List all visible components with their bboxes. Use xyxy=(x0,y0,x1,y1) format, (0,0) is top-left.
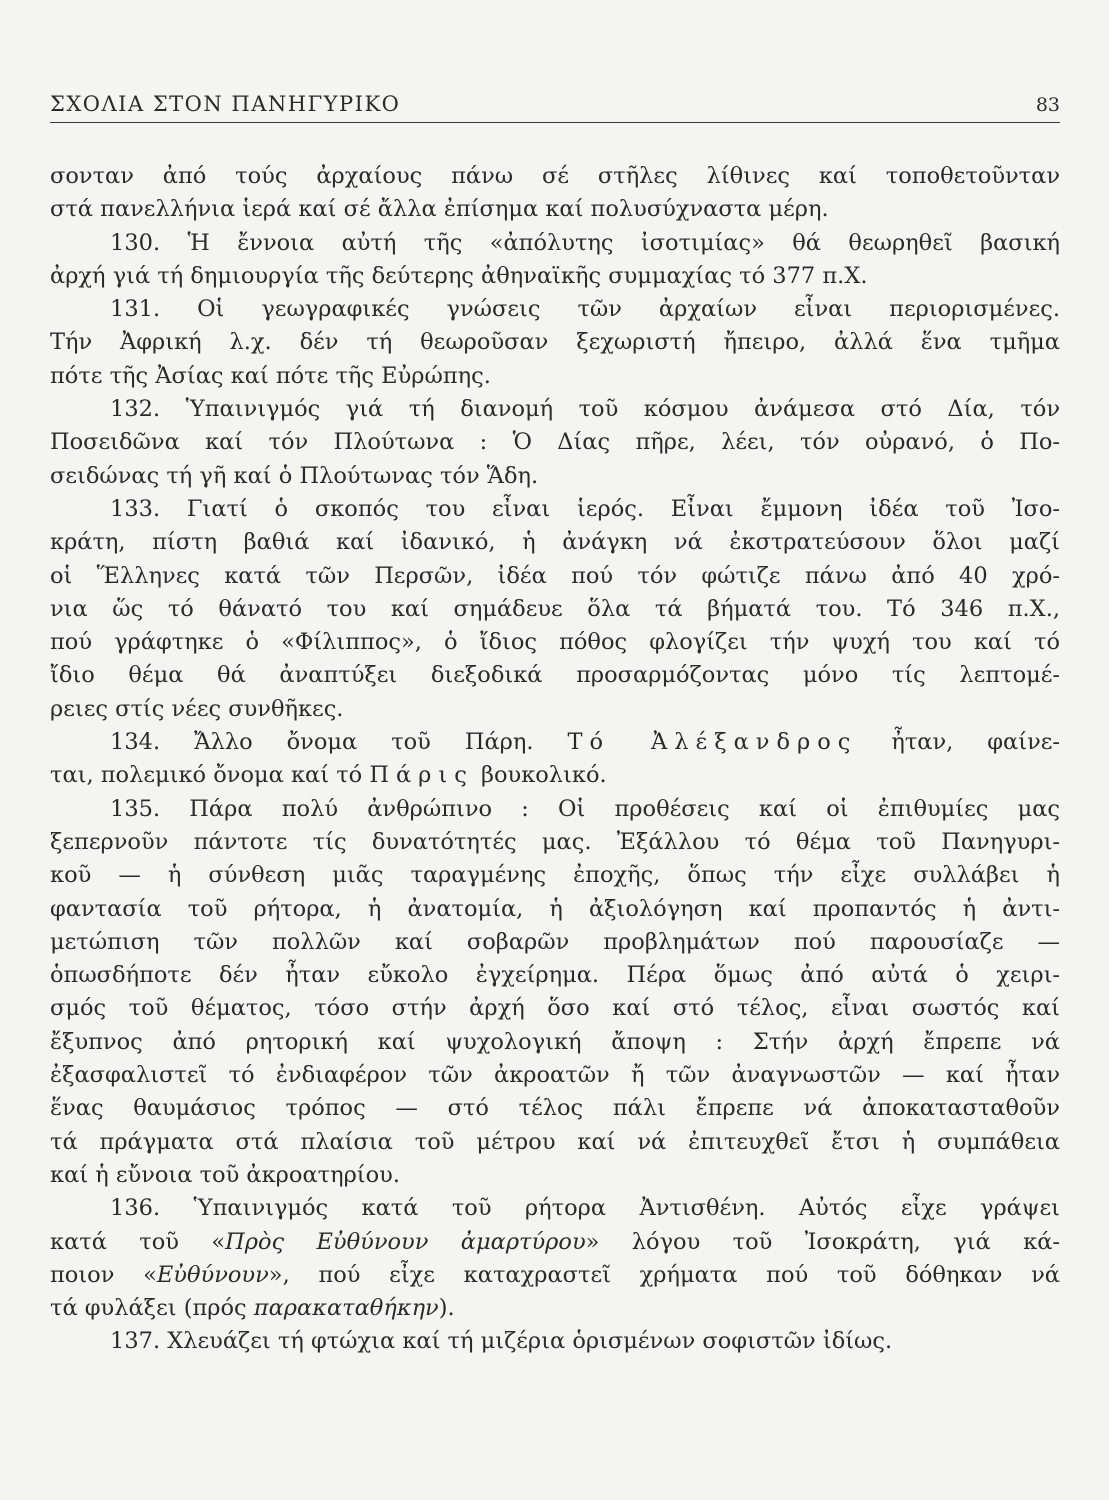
text-line: σμός τοῦ θέματος, τόσο στήν ἀρχή ὅσο καί στό τέλος, εἶναι σωστός καί xyxy=(50,995,1060,1022)
text-line: νια ὥς τό θάνατό του καί σημάδευε ὅλα τά βήματά του. Τό 346 π.Χ., xyxy=(50,595,1060,622)
text-line: κοῦ — ἡ σύνθεση μιᾶς ταραγμένης ἐποχῆς, ὅπως τήν εἶχε συλλάβει ἡ xyxy=(50,862,1060,889)
note-135-line: 135. Πάρα πολύ ἀνθρώπινο : Οἱ προθέσεις καί οἱ ἐπιθυμίες μας xyxy=(110,795,1060,822)
text-line: ὁπωσδήποτε δέν ἦταν εὔκολο ἐγχείρημα. Πέρα ὅμως ἀπό αὐτά ὁ χειρι- xyxy=(50,962,1060,989)
text-line: σειδώνας τή γῆ καί ὁ Πλούτωνας τόν Ἅδη. xyxy=(50,462,539,489)
text-segment: » λόγου τοῦ Ἰσοκράτη, γιά κά- xyxy=(585,1228,1060,1255)
text-line: ξεπερνοῦν πάντοτε τίς δυνατότητές μας. Ἐξάλλου τό θέμα τοῦ Πανηγυρι- xyxy=(50,828,1060,855)
italic-title: Εὐθύνουν xyxy=(156,1261,269,1288)
text-line: Ποσειδῶνα καί τόν Πλούτωνα : Ὁ Δίας πῆρε, λέει, τόν οὐρανό, ὁ Πο- xyxy=(50,429,1060,456)
text-line xyxy=(50,1226,1060,1259)
text-segment: κατά τοῦ « xyxy=(50,1228,226,1255)
text-segment: τά φυλάξει (πρός xyxy=(50,1295,254,1322)
text-segment: ται, πολεμικό ὄνομα καί τό xyxy=(50,762,370,789)
page-header xyxy=(50,92,1060,123)
page-number: 83 xyxy=(1035,94,1060,116)
text-line: ρειες στίς νέες συνθῆκες. xyxy=(50,695,344,722)
text-line: ἐξασφαλιστεῖ τό ἐνδιαφέρον τῶν ἀκροατῶν ἤ τῶν ἀναγνωστῶν — καί ἦταν xyxy=(50,1062,1060,1089)
note-131-line: 131. Οἱ γεωγραφικές γνώσεις τῶν ἀρχαίων εἶναι περιορισμένες. xyxy=(110,296,1060,323)
body-text xyxy=(50,160,1060,1359)
running-head: ΣΧΟΛΙΑ ΣΤΟΝ ΠΑΝΗΓΥΡΙΚΟ xyxy=(50,92,401,116)
text-line: πότε τῆς Ἀσίας καί πότε τῆς Εὐρώπης. xyxy=(50,362,491,389)
text-segment: », πού εἶχε καταχραστεῖ χρήματα πού τοῦ δόθηκαν νά xyxy=(268,1261,1060,1288)
text-line: καί ἡ εὔνοια τοῦ ἀκροατηρίου. xyxy=(50,1161,400,1188)
text-line: ἀρχή γιά τή δημιουργία τῆς δεύτερης ἀθηναϊκῆς συμμαχίας τό 377 π.Χ. xyxy=(50,262,868,289)
text-line: ἴδιο θέμα θά ἀναπτύξει διεξοδικά προσαρμόζοντας μόνο τίς λεπτομέ- xyxy=(50,662,1060,689)
text-line: πού γράφτηκε ὁ «Φίλιππος», ὁ ἴδιος πόθος φλογίζει τήν ψυχή του καί τό xyxy=(50,629,1060,656)
text-segment: ). xyxy=(438,1295,455,1322)
text-segment: βουκολικό. xyxy=(473,762,607,789)
note-132-line: 132. Ὑπαινιγμός γιά τή διανομή τοῦ κόσμου ἀνάμεσα στό Δία, τόν xyxy=(110,396,1060,423)
text-line: κράτη, πίστη βαθιά καί ἰδανικό, ἡ ἀνάγκη νά ἐκστρατεύσουν ὅλοι μαζί xyxy=(50,529,1060,556)
text-segment: 134. Ἄλλο ὄνομα τοῦ Πάρη. xyxy=(110,729,568,756)
text-line: Τήν Ἀφρική λ.χ. δέν τή θεωροῦσαν ξεχωριστή ἤπειρο, ἀλλά ἕνα τμῆμα xyxy=(50,329,1060,356)
note-133-line: 133. Γιατί ὁ σκοπός του εἶναι ἱερός. Εἶναι ἔμμονη ἰδέα τοῦ Ἰσο- xyxy=(110,495,1060,522)
text-line: σονταν ἀπό τούς ἀρχαίους πάνω σέ στῆλες λίθινες καί τοποθετοῦνταν xyxy=(50,163,1060,189)
italic-term: παρακαταθήκην xyxy=(253,1295,439,1322)
text-line: φαντασία τοῦ ρήτορα, ἡ ἀνατομία, ἡ ἀξιολόγηση καί προπαντός ἡ ἀντι- xyxy=(50,895,1060,922)
note-134-line xyxy=(50,726,1060,759)
text-line: ἕνας θαυμάσιος τρόπος — στό τέλος πάλι ἔπρεπε νά ἀποκατασταθοῦν xyxy=(50,1095,1060,1122)
text-segment: ποιον « xyxy=(50,1261,157,1288)
text-line: τά πράγματα στά πλαίσια τοῦ μέτρου καί νά ἐπιτευχθεῖ ἔτσι ἡ συμπάθεια xyxy=(50,1128,1060,1155)
italic-title: Πρὸς Εὐθύνουν ἀμαρτύρου xyxy=(225,1228,586,1255)
note-137-line: 137. Χλευάζει τή φτώχια καί τή μιζέρια ὁρισμένων σοφιστῶν ἰδίως. xyxy=(110,1328,893,1355)
text-line xyxy=(50,1259,1060,1292)
text-line: μετώπιση τῶν πολλῶν καί σοβαρῶν προβλημάτων πού παρουσίαζε — xyxy=(50,928,1060,955)
text-segment: ἦταν, φαίνε- xyxy=(857,729,1061,756)
note-130-line: 130. Ἡ ἔννοια αὐτή τῆς «ἀπόλυτης ἰσοτιμίας» θά θεωρηθεῖ βασική xyxy=(110,229,1060,256)
text-line: στά πανελλήνια ἱερά καί σέ ἄλλα ἐπίσημα καί πολυσύχναστα μέρη. xyxy=(50,196,829,223)
text-line xyxy=(50,1292,1060,1325)
text-line xyxy=(50,759,1060,792)
note-136-line: 136. Ὑπαινιγμός κατά τοῦ ρήτορα Ἀντισθένη. Αὐτός εἶχε γράψει xyxy=(110,1195,1060,1222)
spaced-word: Τό Ἀλέξανδρος xyxy=(567,729,858,756)
text-line: ἔξυπνος ἀπό ρητορική καί ψυχολογική ἄποψη : Στήν ἀρχή ἔπρεπε νά xyxy=(50,1028,1060,1055)
text-line: οἱ Ἕλληνες κατά τῶν Περσῶν, ἰδέα πού τόν φώτιζε πάνω ἀπό 40 χρό- xyxy=(50,562,1060,589)
spaced-word: Πάρις xyxy=(369,762,474,789)
